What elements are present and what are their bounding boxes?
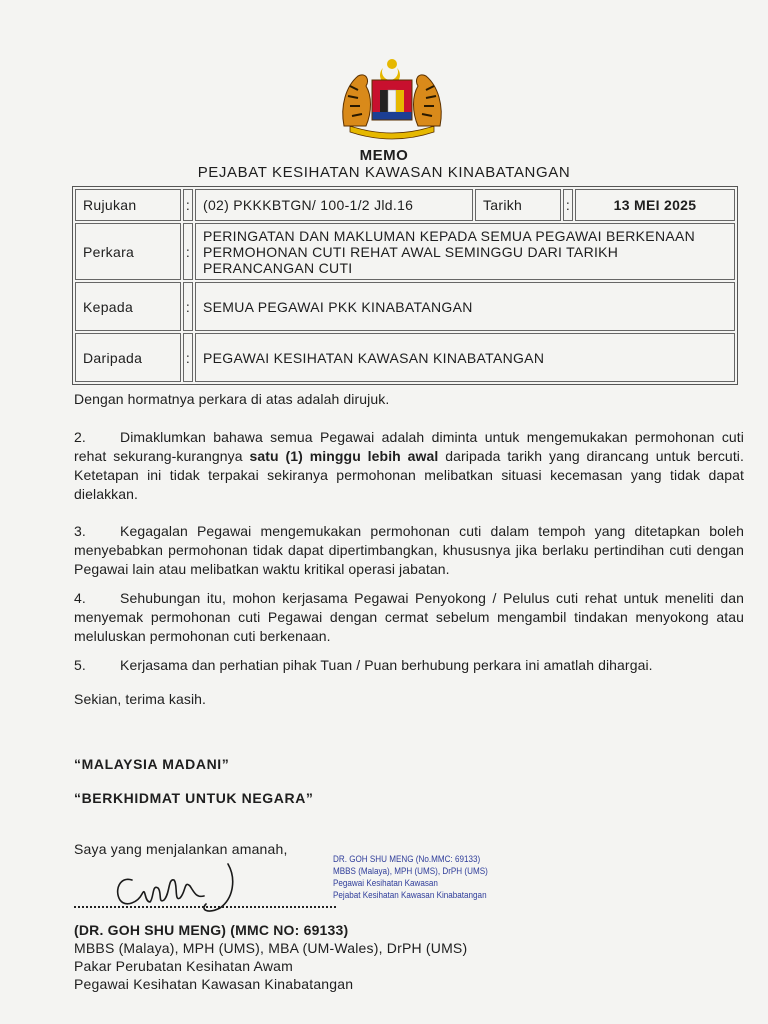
tarikh-value: 13 MEI 2025 [575, 189, 735, 221]
table-row-perkara [75, 223, 735, 280]
paragraph-4 [74, 589, 744, 646]
table-row-kepada [75, 282, 735, 331]
paragraph-2 [74, 428, 744, 504]
office-name: PEJABAT KESIHATAN KAWASAN KINABATANGAN [197, 164, 571, 181]
stamp-line: Pejabat Kesihatan Kawasan Kinabatangan [333, 890, 487, 900]
perkara-value: PERINGATAN DAN MAKLUMAN KEPADA SEMUA PEGAWAI BERKENAAN PERMOHONAN CUTI REHAT AWAL SEMINGGU DARI TARIKH PERANCANGAN CUTI [195, 223, 735, 280]
paragraph-number: 3. [74, 523, 86, 539]
slogan-berkhidmat: “BERKHIDMAT UNTUK NEGARA” [74, 790, 314, 806]
table-row-rujukan [75, 189, 735, 221]
colon: : [183, 223, 193, 280]
malaysia-coat-of-arms-logo [336, 56, 448, 140]
memo-header-table [72, 186, 738, 385]
paragraph-number: 2. [74, 429, 86, 445]
paragraph-2-text-a: Dimaklumkan bahawa semua Pegawai adalah diminta untuk mengemukakan permohonan cuti rehat sekurang-kurangnya [74, 429, 744, 464]
signature-dotted-line [74, 906, 336, 908]
kepada-value: SEMUA PEGAWAI PKK KINABATANGAN [195, 282, 735, 331]
paragraph-3-text: Kegagalan Pegawai mengemukakan permohonan cuti dalam tempoh yang ditetapkan boleh menyebabkan permohonan tidak dapat dipertimbangkan, khususnya jika berlaku pertindihan cuti dengan Pegawai lain atau melibatkan waktu kritikal operasi jabatan. [74, 523, 744, 577]
colon: : [183, 333, 193, 382]
signatory-qualifications: MBBS (Malaya), MPH (UMS), MBA (UM-Wales), DrPH (UMS) [74, 940, 468, 956]
signoff-intro: Saya yang menjalankan amanah, [74, 841, 288, 857]
colon: : [563, 189, 573, 221]
table-row-daripada [75, 333, 735, 382]
memo-title: MEMO [359, 147, 409, 164]
paragraph-number: 4. [74, 590, 86, 606]
kepada-label: Kepada [75, 282, 181, 331]
paragraph-4-text: Sehubungan itu, mohon kerjasama Pegawai Penyokong / Pelulus cuti rehat untuk meneliti dan menyemak permohonan cuti Pegawai dengan cermat sebelum mengambil tindakan menyokong atau meluluskan permohonan cuti berkenaan. [74, 590, 744, 644]
signatory-name: (DR. GOH SHU MENG) (MMC NO: 69133) [74, 922, 349, 938]
official-stamp [333, 853, 513, 901]
colon: : [183, 282, 193, 331]
paragraph-5 [74, 656, 744, 675]
opening-line: Dengan hormatnya perkara di atas adalah dirujuk. [74, 391, 390, 407]
signatory-title-1: Pakar Perubatan Kesihatan Awam [74, 958, 293, 974]
handwritten-signature [108, 858, 258, 918]
stamp-line: DR. GOH SHU MENG (No.MMC: 69133) [333, 854, 481, 864]
perkara-label: Perkara [75, 223, 181, 280]
paragraph-3 [74, 522, 744, 579]
stamp-line: MBBS (Malaya), MPH (UMS), DrPH (UMS) [333, 866, 488, 876]
paragraph-2-bold: satu (1) minggu lebih awal [249, 448, 439, 464]
daripada-value: PEGAWAI KESIHATAN KAWASAN KINABATANGAN [195, 333, 735, 382]
rujukan-label: Rujukan [75, 189, 181, 221]
closing-line: Sekian, terima kasih. [74, 691, 207, 707]
paragraph-5-text: Kerjasama dan perhatian pihak Tuan / Puan berhubung perkara ini amatlah dihargai. [120, 657, 653, 673]
paragraph-number: 5. [74, 657, 86, 673]
slogan-malaysia-madani: “MALAYSIA MADANI” [74, 756, 230, 772]
tarikh-label: Tarikh [475, 189, 561, 221]
paragraph-2-text-b: daripada tarikh yang dirancang untuk bercuti. Ketetapan ini tidak terpakai sekiranya permohonan melibatkan situasi kecemasan yang tidak dapat dielakkan. [74, 448, 745, 502]
stamp-line: Pegawai Kesihatan Kawasan [333, 878, 438, 888]
daripada-label: Daripada [75, 333, 181, 382]
colon: : [183, 189, 193, 221]
rujukan-value: (02) PKKKBTGN/ 100-1/2 Jld.16 [195, 189, 473, 221]
signatory-title-2: Pegawai Kesihatan Kawasan Kinabatangan [74, 976, 354, 992]
